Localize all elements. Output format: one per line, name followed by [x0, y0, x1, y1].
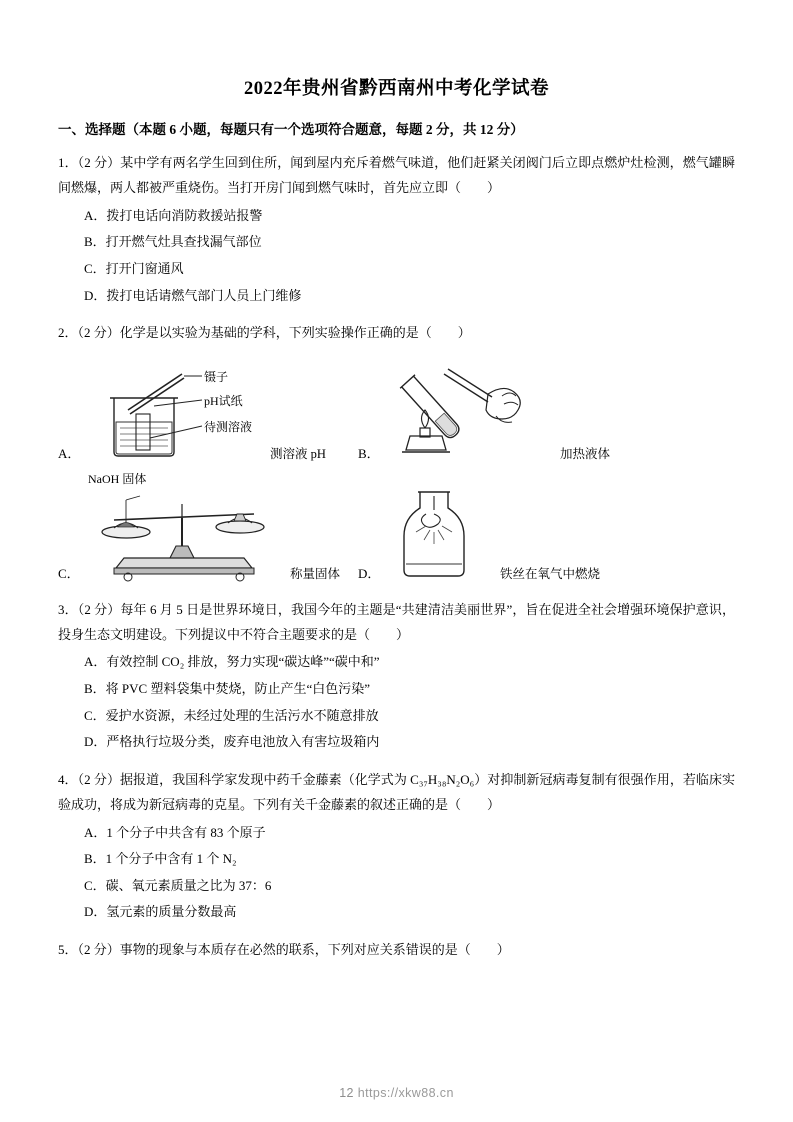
question-2-figures: [58, 356, 735, 586]
question-1-text: [58, 150, 735, 201]
figure-c-label: C．: [58, 565, 80, 581]
page-number: 12: [339, 1086, 354, 1100]
figure-d-label: D．: [358, 565, 381, 581]
question-5: [58, 937, 735, 962]
question-2-stem: 化学是以实验为基础的学科，下列实验操作正确的是（ ）: [119, 325, 471, 341]
question-3-number: 3．: [58, 601, 78, 617]
option-c[interactable]: C．爱护水资源，未经过处理的生活污水不随意排放: [84, 707, 379, 723]
question-3-score: （2 分）: [77, 601, 121, 617]
ph-test-apparatus-icon: [84, 356, 264, 466]
question-1-stem: 某中学有两名学生回到住所，闻到屋内充斥着燃气味道，他们赶紧关闭阀门后立即点燃炉灶检测，燃气罐瞬间燃爆，两人都被严重烧伤。当打开房门闻到燃气味时，首先应立即（ ）: [58, 155, 735, 196]
option-b[interactable]: B．将 PVC 塑料袋集中焚烧，防止产生“白色污染”: [84, 680, 371, 696]
option-a[interactable]: A．拨打电话向消防救援站报警: [84, 207, 263, 223]
option-c[interactable]: C．打开门窗通风: [84, 260, 184, 276]
section-heading: 一、选择题（本题 6 小题，每题只有一个选项符合题意，每题 2 分，共 12 分）: [58, 122, 524, 137]
heating-liquid-apparatus-icon: [384, 356, 554, 466]
figure-option-c: [58, 471, 358, 586]
figure-d-caption: 铁丝在氧气中燃烧: [500, 566, 601, 581]
question-1-number: 1．: [58, 155, 78, 170]
question-3: [58, 597, 735, 756]
figure-row-2: [58, 471, 735, 586]
figure-b-caption: 加热液体: [560, 446, 611, 461]
question-4: [58, 767, 735, 926]
question-5-text: [58, 937, 735, 962]
option-d[interactable]: D．拨打电话请燃气部门人员上门维修: [84, 287, 302, 303]
figure-option-b: [358, 356, 658, 466]
question-5-stem: 事物的现象与本质存在必然的联系，下列对应关系错误的是（ ）: [119, 942, 510, 958]
watermark-url: https://xkw88.cn: [357, 1086, 454, 1100]
callout-test-solution: 待测溶液: [204, 419, 253, 434]
question-2-text: [58, 320, 735, 345]
question-3-text: [58, 597, 735, 648]
question-5-score: （2 分）: [77, 942, 120, 958]
question-4-stem: 据报道，我国科学家发现中药千金藤素（化学式为 C₃₇H₃₈N₂O₆）对抑制新冠病毒复制有很强作用，若临床实验成功，将成为新冠病毒的克星。下列有关千金藤素的叙述正确的是（ ）: [58, 771, 735, 813]
question-4-options: [58, 820, 735, 927]
question-1: [58, 150, 735, 309]
option-a[interactable]: A．1 个分子中共含有 83 个原子: [84, 824, 266, 840]
question-4-number: 4．: [58, 771, 78, 787]
callout-ph-paper: pH试纸: [204, 393, 243, 408]
balance-weighing-apparatus-icon: [84, 471, 284, 586]
question-2: [58, 320, 735, 585]
figure-option-d: [358, 474, 658, 586]
figure-a-label: A．: [58, 445, 81, 461]
question-1-options: [58, 203, 735, 310]
figure-b-label: B．: [358, 445, 380, 461]
callout-tweezers: 镊子: [204, 369, 229, 384]
figure-c-caption: 称量固体: [290, 566, 341, 581]
figure-a-caption: 测溶液 pH: [270, 446, 326, 461]
question-4-score: （2 分）: [77, 771, 121, 787]
figure-option-a: [58, 356, 358, 466]
question-1-score: （2 分）: [77, 155, 121, 170]
question-3-options: [58, 649, 735, 756]
question-2-score: （2 分）: [77, 325, 120, 341]
question-3-stem: 每年 6 月 5 日是世界环境日，我国今年的主题是“共建清洁美丽世界”，旨在促进全社会增强环境保护意识，投身生态文明建设。下列提议中不符合主题要求的是（ ）: [58, 601, 735, 642]
option-a[interactable]: A．有效控制 CO₂ 排放，努力实现“碳达峰”“碳中和”: [84, 654, 380, 670]
question-5-number: 5．: [58, 942, 78, 958]
option-d[interactable]: D．严格执行垃圾分类，废弃电池放入有害垃圾箱内: [84, 734, 380, 750]
callout-naoh-solid: NaOH 固体: [88, 471, 147, 486]
page-footer-watermark: [0, 1086, 793, 1100]
option-b[interactable]: B．1 个分子中含有 1 个 N₂: [84, 851, 237, 867]
question-2-number: 2．: [58, 325, 78, 341]
option-b[interactable]: B．打开燃气灶具查找漏气部位: [84, 234, 262, 250]
option-c[interactable]: C．碳、氧元素质量之比为 37：6: [84, 877, 272, 893]
question-4-text: [58, 767, 735, 818]
option-d[interactable]: D．氢元素的质量分数最高: [84, 904, 237, 920]
page-title: 2022年贵州省黔西南州中考化学试卷: [243, 79, 549, 99]
figure-row-1: [58, 356, 735, 466]
iron-wire-burning-apparatus-icon: [384, 474, 494, 586]
